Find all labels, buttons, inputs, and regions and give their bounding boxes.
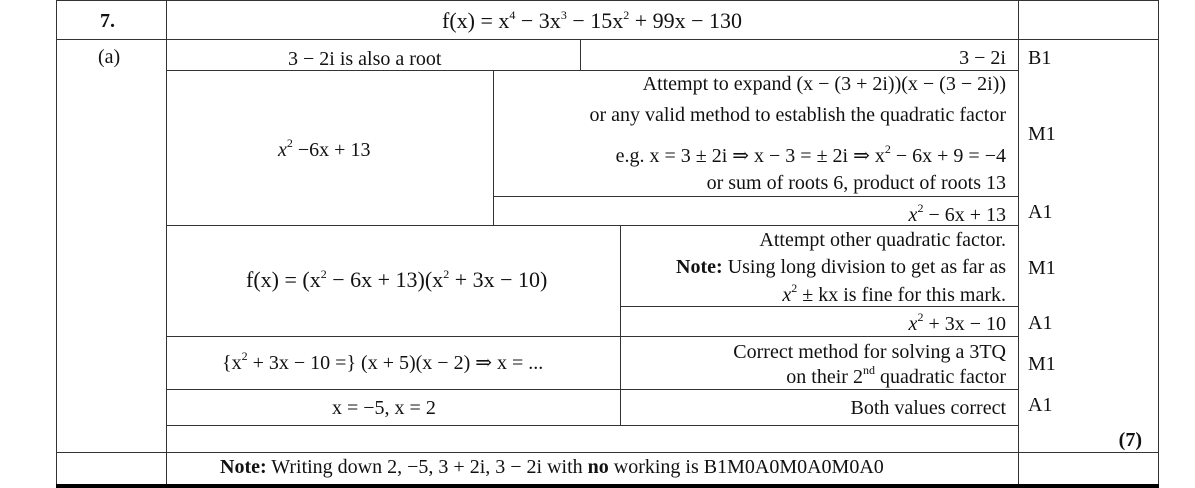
total-marks: (7) [1118,429,1142,451]
rule-left [56,0,57,484]
r2-line3: e.g. x = 3 ± 2i ⇒ x − 3 = ± 2i ⇒ $x^2 - 6x + 9 = -4$ [615,142,1006,167]
r7-left: x = −5, x = 2 [332,397,436,419]
r1-mark: B1 [1028,47,1052,69]
r6-left: {$x^2 + 3x - 10$ =} (x + 5)(x − 2) ⇒ x = ... [222,349,544,374]
r4-line3: $x^2$ ± kx is fine for this mark. [782,281,1006,306]
r2-left: $x^2 -6x + 13$ [278,136,371,161]
rule-marks-left [1018,0,1019,484]
r5-mark: A1 [1028,312,1053,334]
rule-col1 [166,0,167,484]
rule-after-question [56,39,1159,40]
r1-right: 3 − 2i [959,47,1006,69]
part-label: (a) [98,46,121,68]
rule-top [56,0,1159,1]
question-function: $f(x) = x^4 - 3x^3 - 15x^2 + 99x - 130$ [442,8,743,33]
r2-mark: M1 [1028,123,1056,145]
r4-mark: M1 [1028,257,1056,279]
rule-right [1158,0,1159,484]
question-number: 7. [100,10,115,32]
r6-line2: on their 2nd quadratic factor [786,363,1006,388]
r6-line1: Correct method for solving a 3TQ [733,341,1006,363]
r1-left: 3 − 2i is also a root [288,48,442,70]
footer-note: Note: Writing down 2, −5, 3 + 2i, 3 − 2i with no working is B1M0A0M0A0M0A0 [220,456,884,478]
r3-mark: A1 [1028,201,1053,223]
r4-left: $f(x) = (x^2 - 6x + 13)(x^2 + 3x - 10)$ [246,267,548,292]
r2-line1: Attempt to expand (x − (3 + 2i))(x − (3 − 2i)) [642,73,1006,95]
r3-expr: $x^2 - 6x + 13$ [908,201,1006,226]
rule-after-r5 [166,336,1018,337]
rule-after-total [56,452,1159,453]
r2-line2: or any valid method to establish the quadratic factor [589,104,1006,126]
r6-mark: M1 [1028,353,1056,375]
r7-mark: A1 [1028,394,1053,416]
rule-r4-split [620,225,621,425]
rule-after-r6 [166,389,1018,390]
rule-after-r2-right [493,196,1018,197]
r4-line2: Note: Using long division to get as far as [676,256,1006,278]
r4-line1: Attempt other quadratic factor. [759,229,1006,251]
r2-line4: or sum of roots 6, product of roots 13 [706,172,1006,194]
rule-r2-split [493,70,494,225]
rule-r1-split [580,39,581,70]
r7-right: Both values correct [850,397,1006,419]
rule-after-r7 [166,425,1018,426]
rule-bottom [56,484,1159,488]
r5-expr: $x^2 + 3x - 10$ [908,310,1006,335]
